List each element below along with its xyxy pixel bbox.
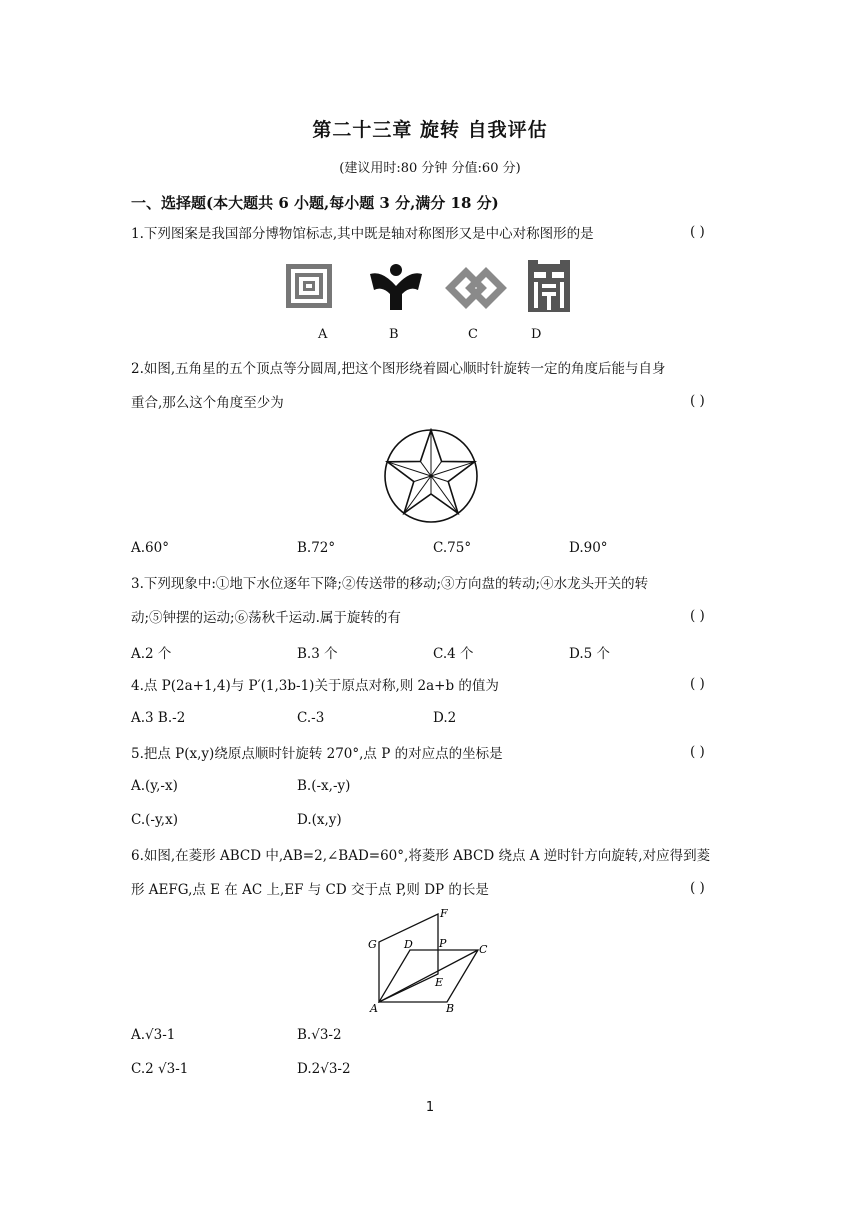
q2-option-d: D.90° <box>569 540 608 556</box>
q4-option-d: D.2 <box>433 710 457 726</box>
q6-option-c: C.2 √3-1 <box>131 1061 189 1077</box>
q2-option-b: B.72° <box>297 540 336 556</box>
q3-option-b: B.3 个 <box>297 646 338 662</box>
logo-b-icon <box>370 264 422 310</box>
label-g: G <box>368 938 377 951</box>
question-5-answer-paren: ( ) <box>690 744 705 760</box>
logo-d-icon <box>528 260 570 312</box>
label-b: B <box>446 1002 455 1015</box>
label-p: P <box>439 937 447 950</box>
question-4-answer-paren: ( ) <box>690 676 705 692</box>
question-2-answer-paren: ( ) <box>690 393 705 409</box>
q2-star-in-circle-figure <box>383 428 479 524</box>
q2-option-a: A.60° <box>131 540 169 556</box>
q3-option-d: D.5 个 <box>569 646 611 662</box>
logo-label-c: C <box>468 327 478 342</box>
question-6-line1: 6.如图,在菱形 ABCD 中,AB=2,∠BAD=60°,将菱形 ABCD 绕点 A 逆时针方向旋转,对应得到菱 <box>131 848 711 864</box>
q3-option-a: A.2 个 <box>131 646 172 662</box>
q6-option-d: D.2√3-2 <box>297 1061 351 1077</box>
q1-logos <box>284 258 574 314</box>
q6-option-a: A.√3-1 <box>131 1027 176 1043</box>
q6-option-b: B.√3-2 <box>297 1027 342 1043</box>
label-a: A <box>370 1002 378 1015</box>
logo-c-icon <box>450 272 502 304</box>
question-3-line1: 3.下列现象中:①地下水位逐年下降;②传送带的移动;③方向盘的转动;④水龙头开关的转 <box>131 576 649 592</box>
q5-option-a: A.(y,-x) <box>131 778 178 794</box>
q5-option-c: C.(-y,x) <box>131 812 178 828</box>
logo-label-a: A <box>318 327 328 342</box>
question-1-answer-paren: ( ) <box>690 224 705 240</box>
question-6-answer-paren: ( ) <box>690 880 705 896</box>
q4-option-c: C.-3 <box>297 710 325 726</box>
question-5-text: 5.把点 P(x,y)绕原点顺时针旋转 270°,点 P 的对应点的坐标是 <box>131 746 503 762</box>
question-4-text: 4.点 P(2a+1,4)与 P′(1,3b-1)关于原点对称,则 2a+b 的值为 <box>131 678 499 694</box>
question-3-line2: 动;⑤钟摆的运动;⑥荡秋千运动.属于旋转的有 <box>131 610 401 626</box>
q5-option-b: B.(-x,-y) <box>297 778 351 794</box>
label-d: D <box>404 938 413 951</box>
logo-label-b: B <box>389 327 399 342</box>
question-6-line2: 形 AEFG,点 E 在 AC 上,EF 与 CD 交于点 P,则 DP 的长是 <box>131 882 489 898</box>
section-heading: 一、选择题(本大题共 6 小题,每小题 3 分,满分 18 分) <box>131 194 499 212</box>
label-e: E <box>435 976 444 989</box>
q6-rhombus-figure <box>362 904 502 1016</box>
logo-label-d: D <box>531 327 542 342</box>
label-c: C <box>479 943 488 956</box>
q3-option-c: C.4 个 <box>433 646 474 662</box>
question-2-line1: 2.如图,五角星的五个顶点等分圆周,把这个图形绕着圆心顺时针旋转一定的角度后能与自身 <box>131 361 666 377</box>
q5-option-d: D.(x,y) <box>297 812 342 828</box>
page-subtitle: (建议用时:80 分钟 分值:60 分) <box>339 161 521 176</box>
page-title: 第二十三章 旋转 自我评估 <box>312 119 548 141</box>
label-f: F <box>440 907 448 920</box>
q4-option-ab: A.3 B.-2 <box>131 710 186 726</box>
logo-a-icon <box>286 264 332 308</box>
question-3-answer-paren: ( ) <box>690 608 705 624</box>
page-number: 1 <box>425 1100 435 1115</box>
q2-option-c: C.75° <box>433 540 472 556</box>
question-1-text: 1.下列图案是我国部分博物馆标志,其中既是轴对称图形又是中心对称图形的是 <box>131 226 594 242</box>
question-2-line2: 重合,那么这个角度至少为 <box>131 395 284 411</box>
